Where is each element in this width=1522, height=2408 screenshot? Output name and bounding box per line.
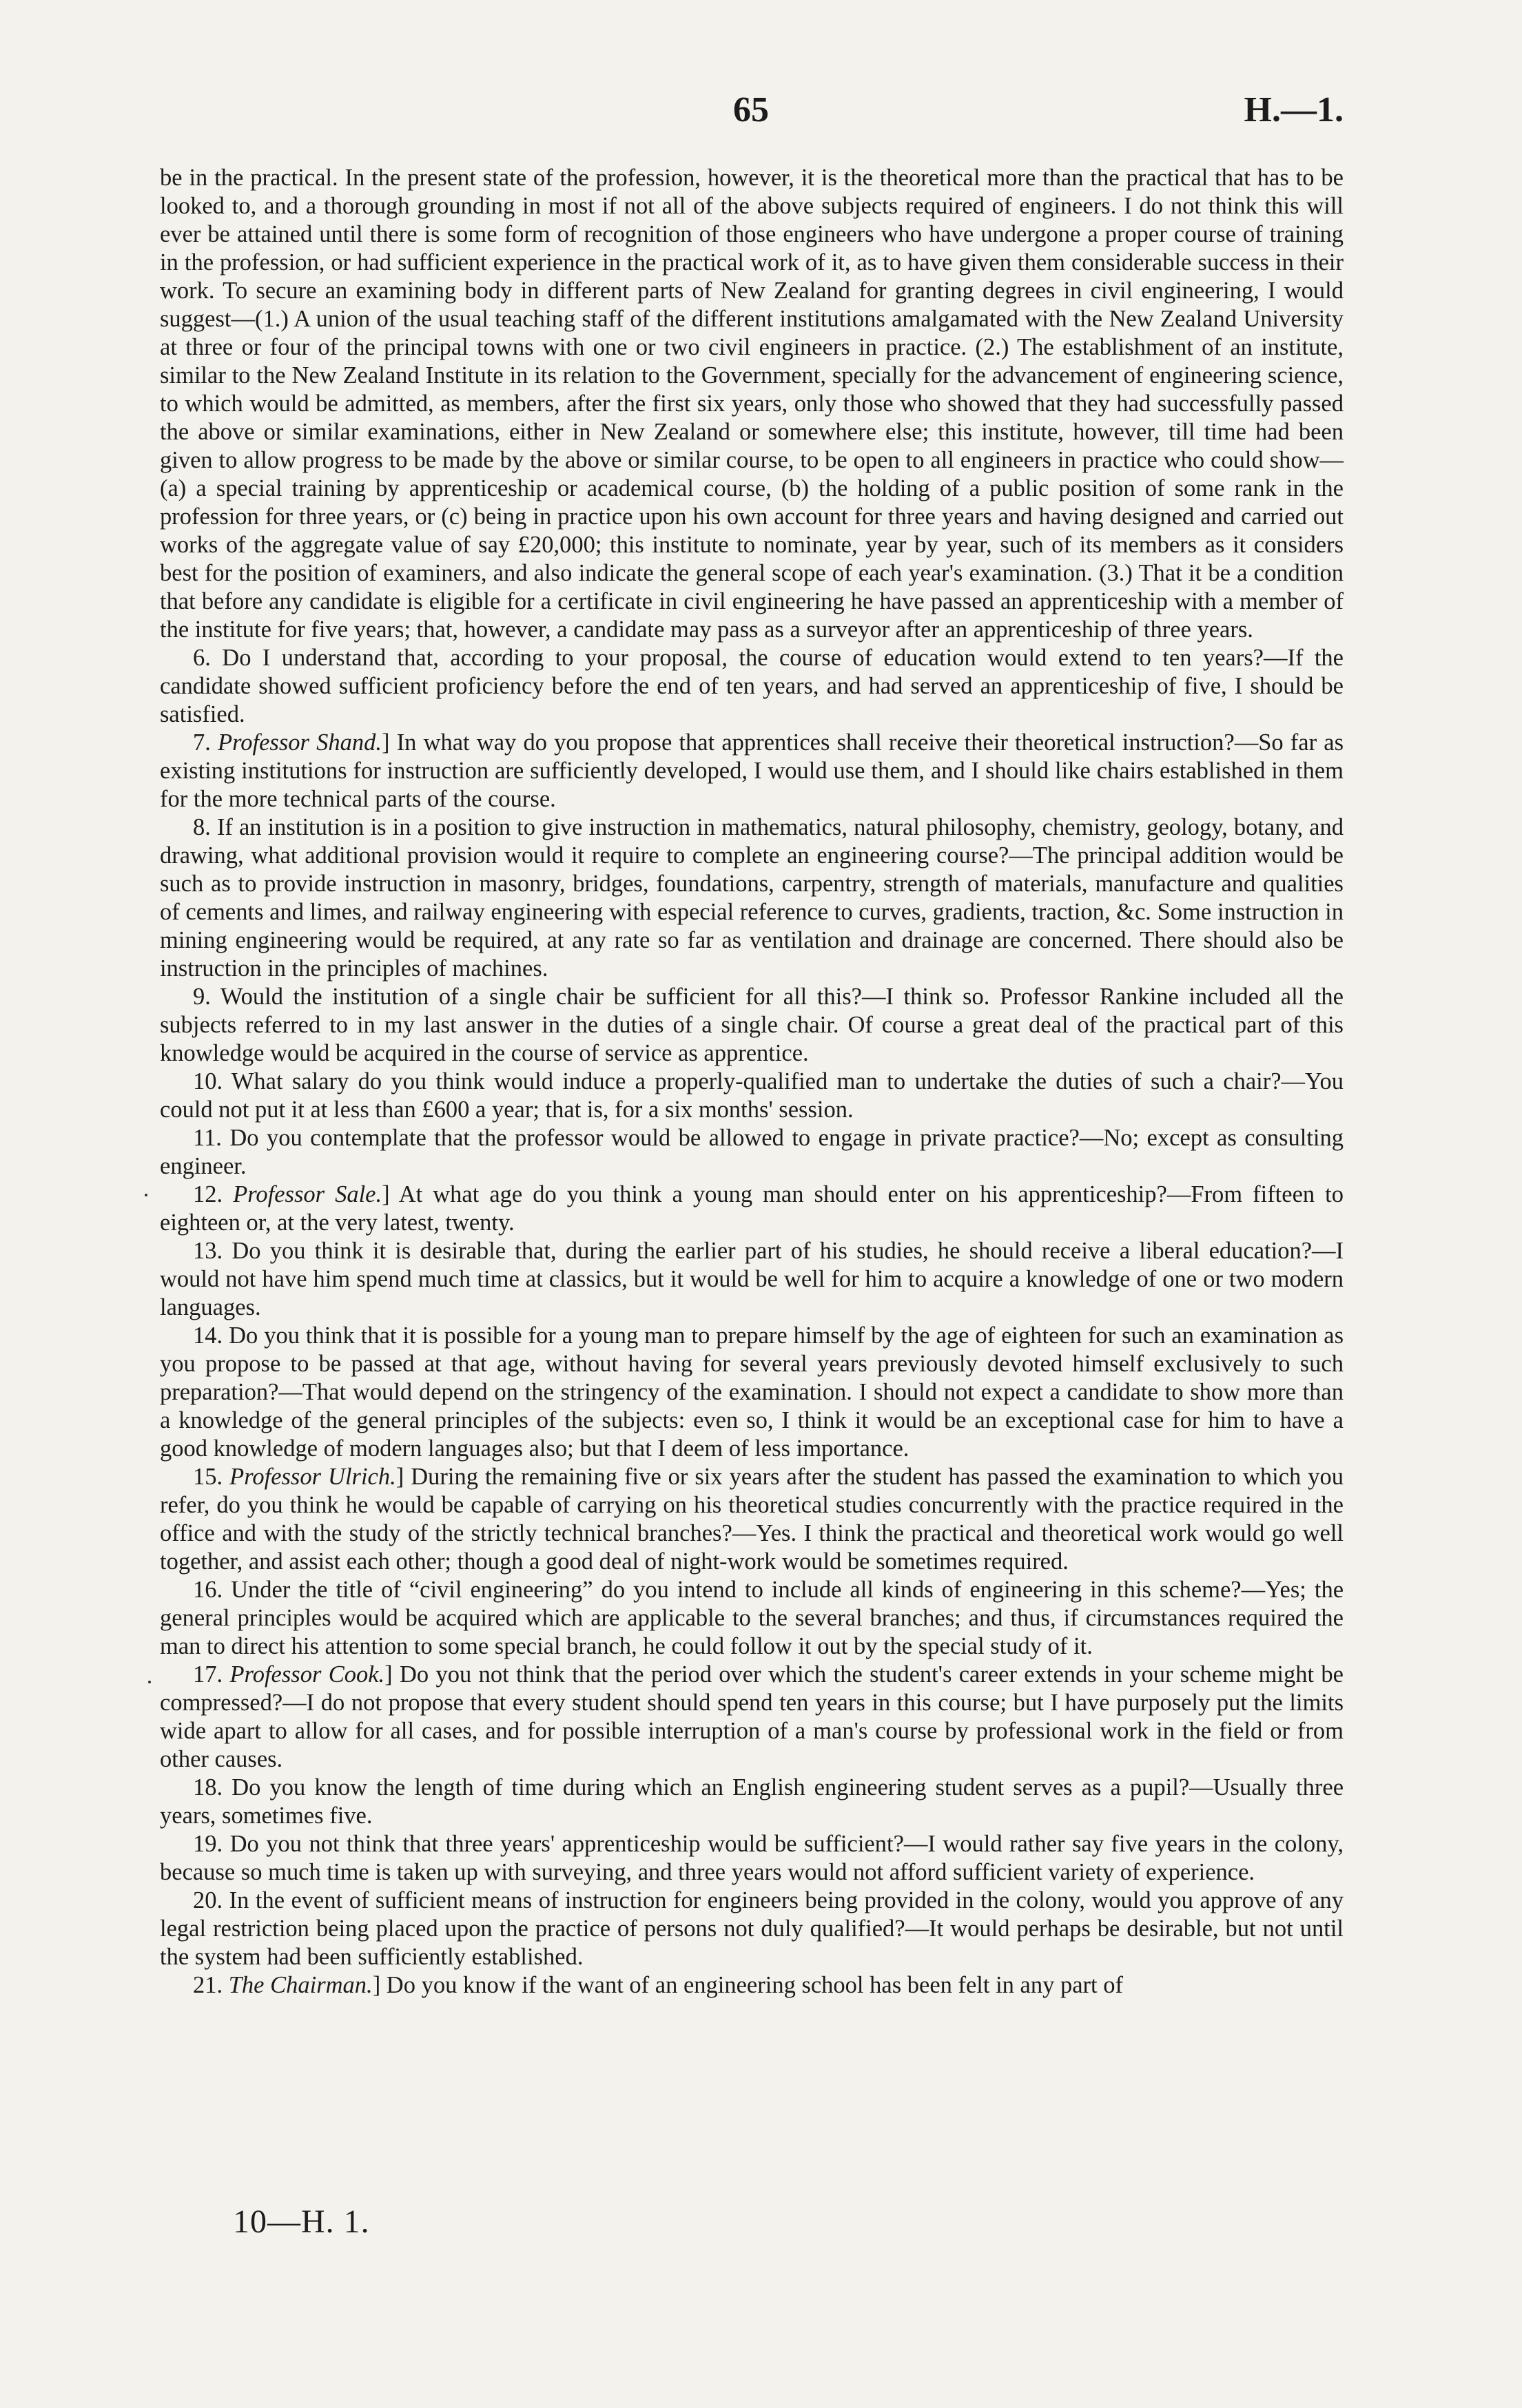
document-body xyxy=(160,164,1344,2000)
question-number: 18. xyxy=(193,1774,223,1800)
question-number: 6. xyxy=(193,645,211,671)
scan-speck xyxy=(145,1194,147,1196)
question-text: ] Do you not think that the period over which the student's career extends in your scheme might be compressed?—I do not propose that every student should spend ten years in this course; but I have purposely put the limits wide apart to allow for all cases, and for possible interruption of a man's course by professional work in the field or from other causes. xyxy=(160,1661,1344,1772)
scan-speck xyxy=(148,1681,151,1683)
question-text: Do you contemplate that the professor would be allowed to engage in private practice?—No; except as consulting engineer. xyxy=(160,1125,1344,1179)
speaker-name: Professor Ulrich. xyxy=(229,1464,396,1490)
question-text: ] In what way do you propose that apprentices shall receive their theoretical instruction?—So far as existing institutions for instruction are sufficiently developed, I would use them, and I should like chairs established in them for the more technical parts of the course. xyxy=(160,729,1344,812)
question-text: Do you think that it is possible for a young man to prepare himself by the age of eighteen for such an examination as you propose to be passed at that age, without having for several years previously devoted himself exclusively to such preparation?—That would depend on the stringency of the examination. I should not expect a candidate to show more than a knowledge of the general principles of the subjects: even so, I think it would be an exceptional case for him to have a good knowledge of modern languages also; but that I deem of less importance. xyxy=(160,1322,1344,1462)
page-header xyxy=(158,90,1344,138)
intro-paragraph: be in the practical. In the present state of the profession, however, it is the theoretical more than the practical that has to be looked to, and a thorough grounding in most if not all of the above subjects required of engineers. I do not think this will ever be attained until there is some form of recognition of those engineers who have undergone a proper course of training in the profession, or had sufficient experience in the practical work of it, as to have given them considerable success in their work. To secure an examining body in different parts of New Zealand for granting degrees in civil engineering, I would suggest—(1.) A union of the usual teaching staff of the different institutions amalgamated with the New Zealand University at three or four of the principal towns with one or two civil engineers in practice. (2.) The establishment of an institute, similar to the New Zealand Institute in its relation to the Government, specially for the advancement of engineering science, to which would be admitted, as members, after the first six years, only those who showed that they had successfully passed the above or similar examinations, either in New Zealand or somewhere else; this institute, however, till time had been given to allow progress to be made by the above or similar course, to be open to all engineers in practice who could show—(a) a special training by apprenticeship or academical course, (b) the holding of a public position of some rank in the profession for three years, or (c) being in practice upon his own account for three years and having designed and carried out works of the aggregate value of say £20,000; this institute to nominate, year by year, such of its members as it considers best for the position of examiners, and also indicate the general scope of each year's examination. (3.) That it be a condition that before any candidate is eligible for a certificate in civil engineering he have passed an apprenticeship with a member of the institute for five years; that, however, a candidate may pass as a surveyor after an apprenticeship of three years. xyxy=(160,165,1344,643)
question-number: 19. xyxy=(193,1831,223,1857)
question-item xyxy=(160,1068,1344,1124)
question-number: 9. xyxy=(193,984,211,1010)
question-number: 20. xyxy=(193,1887,223,1913)
question-item xyxy=(160,1887,1344,1971)
question-item xyxy=(160,1661,1344,1774)
question-item xyxy=(160,1237,1344,1322)
question-item xyxy=(160,729,1344,813)
question-item xyxy=(160,1322,1344,1463)
question-text: ] At what age do you think a young man should enter on his apprenticeship?—From fifteen to eighteen or, at the very latest, twenty. xyxy=(160,1181,1344,1236)
question-text: Would the institution of a single chair be sufficient for all this?—I think so. Professor Rankine included all the subjects referred to in my last answer in the duties of a single chair. Of course a great deal of the practical part of this knowledge would be acquired in the course of service as apprentice. xyxy=(160,984,1344,1066)
question-item xyxy=(160,1124,1344,1181)
question-number: 13. xyxy=(193,1238,223,1264)
question-number: 17. xyxy=(193,1661,223,1688)
page-number: 65 xyxy=(733,90,769,129)
document-reference: H.—1. xyxy=(1244,90,1344,129)
question-text: In the event of sufficient means of instruction for engineers being provided in the colony, would you approve of any legal restriction being placed upon the practice of persons not duly qualified?—It would perhaps be desirable, but not until the system had been sufficiently established. xyxy=(160,1887,1344,1970)
question-item xyxy=(160,644,1344,729)
question-text: Do you think it is desirable that, during the earlier part of his studies, he should receive a liberal education?—I would not have him spend much time at classics, but it would be well for him to acquire a knowledge of one or two modern languages. xyxy=(160,1238,1344,1320)
question-item xyxy=(160,1971,1344,2000)
question-item xyxy=(160,1576,1344,1661)
question-text: Under the title of “civil engineering” do you intend to include all kinds of engineering in this scheme?—Yes; the general principles would be acquired which are applicable to the several branches; and thus, if circumstances required the man to direct his attention to some special branch, he could follow it out by the special study of it. xyxy=(160,1577,1344,1659)
question-text: ] Do you know if the want of an engineering school has been felt in any part of xyxy=(372,1972,1123,1998)
question-text: Do I understand that, according to your proposal, the course of education would extend to ten years?—If the candidate showed sufficient proficiency before the end of ten years, and had served an apprenticeship of five, I should be satisfied. xyxy=(160,645,1344,727)
question-item xyxy=(160,1774,1344,1830)
question-text: ] During the remaining five or six years after the student has passed the examination to which you refer, do you think he would be capable of carrying on his theoretical studies concurrently with the practice required in the office and with the study of the strictly technical branches?—Yes. I think the practical and theoretical work would go well together, and assist each other; though a good deal of night-work would be sometimes required. xyxy=(160,1464,1344,1575)
speaker-name: Professor Cook. xyxy=(229,1661,385,1688)
speaker-name: Professor Shand. xyxy=(218,729,382,756)
question-number: 10. xyxy=(193,1068,223,1094)
question-text: If an institution is in a position to give instruction in mathematics, natural philosophy, chemistry, geology, botany, and drawing, what additional provision would it require to complete an engineering course?—The principal addition would be such as to provide instruction in masonry, bridges, foundations, carpentry, strength of materials, manufacture and qualities of cements and limes, and railway engineering with especial reference to curves, gradients, traction, &c. Some instruction in mining engineering would be required, at any rate so far as ventilation and drainage are concerned. There should also be instruction in the principles of machines. xyxy=(160,814,1344,982)
question-item xyxy=(160,983,1344,1068)
question-answer-list xyxy=(160,644,1344,2000)
question-text: What salary do you think would induce a properly-qualified man to undertake the duties of such a chair?—You could not put it at less than £600 a year; that is, for a six months' session. xyxy=(160,1068,1344,1123)
question-text: Do you know the length of time during which an English engineering student serves as a pupil?—Usually three years, sometimes five. xyxy=(160,1774,1344,1829)
question-number: 11. xyxy=(193,1125,222,1151)
question-text: Do you not think that three years' apprenticeship would be sufficient?—I would rather say five years in the colony, because so much time is taken up with surveying, and three years would not afford sufficient variety of experience. xyxy=(160,1831,1344,1885)
question-number: 8. xyxy=(193,814,211,840)
question-item xyxy=(160,1830,1344,1887)
question-number: 15. xyxy=(193,1464,223,1490)
question-number: 21. xyxy=(193,1972,223,1998)
question-number: 14. xyxy=(193,1322,223,1349)
speaker-name: The Chairman. xyxy=(228,1972,373,1998)
question-number: 16. xyxy=(193,1577,223,1603)
question-number: 12. xyxy=(193,1181,223,1207)
question-item xyxy=(160,1181,1344,1237)
question-item xyxy=(160,1463,1344,1576)
question-item xyxy=(160,813,1344,983)
speaker-name: Professor Sale. xyxy=(233,1181,382,1207)
signature-mark: 10—H. 1. xyxy=(233,2203,370,2240)
question-number: 7. xyxy=(193,729,211,756)
